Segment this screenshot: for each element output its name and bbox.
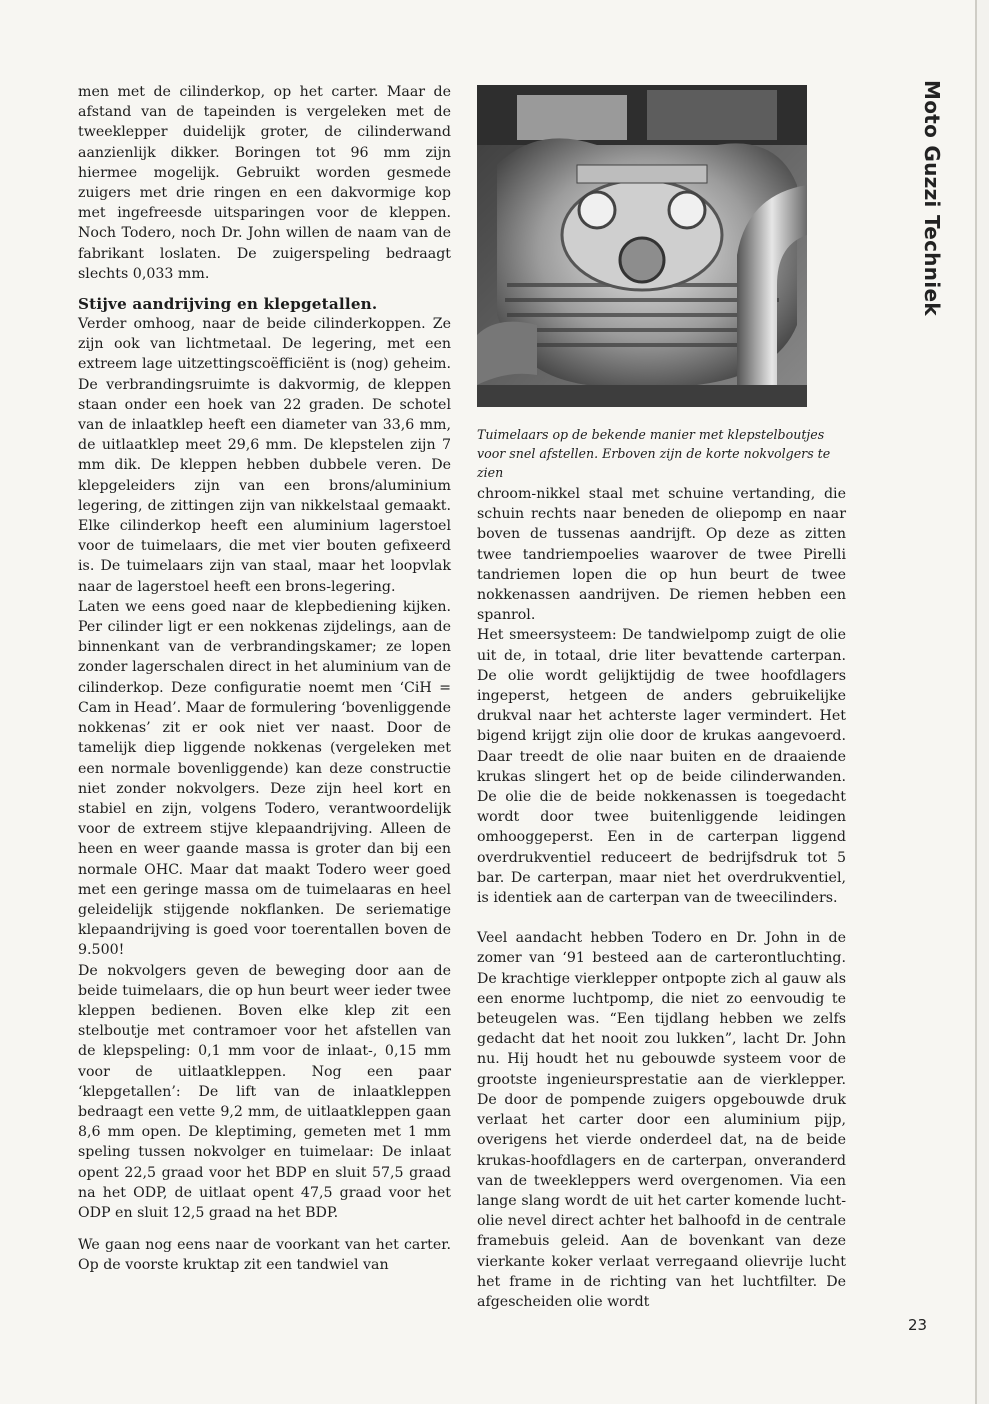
cylinder-head-image — [477, 85, 807, 407]
paragraph: Het smeersysteem: De tandwielpomp zuigt de olie uit de, in totaal, drie liter bevattende carterpan. De olie wordt gelijktijdig de twee hoofdlagers ingeperst, hetgeen de anders gebruikelijke drukval naar het achterste lager vermindert. Het bigend krijgt zijn olie door de krukas aangevoerd. Daar treedt de olie naar buiten en de draaiende krukas slingert het op de beide cilinderwanden. De olie die de beide nokkenassen is toegedacht wordt door twee buitenliggende leidingen omhooggeperst. Een in de carterpan liggend overdrukventiel reduceert de bedrijfsdruk tot 5 bar. De carterpan, maar niet het overdrukventiel, is identiek aan de carterpan van de tweecilinders. — [477, 627, 846, 907]
paragraph: men met de cilinderkop, op het carter. Maar de afstand van de tapeinden is vergeleken met de tweeklepper duidelijk groter, de cilinderwand aanzienlijk dikker. Boringen tot 96 mm zijn hiermee mogelijk. Gebruikt worden gesmede zuigers met drie ringen en een dakvormige kop met ingefreesde uitsparingen voor de kleppen. Noch Todero, noch Dr. John willen de naam van de fabrikant loslaten. De zuigerspeling bedraagt slechts 0,033 mm. — [78, 84, 451, 282]
left-column — [78, 82, 451, 1276]
paragraph: We gaan nog eens naar de voorkant van het carter. Op de voorste kruktap zit een tandwiel van — [78, 1237, 451, 1274]
paragraph: Veel aandacht hebben Todero en Dr. John in de zomer van ‘91 besteed aan de carterontluchting. De krachtige vierklepper ontpopte zich al gauw als een enorme luchtpomp, die niet zo eenvoudig te beteugelen was. “Een tijdlang hebben we zelfs gedacht dat het nooit zou lukken”, lacht Dr. John nu. Hij houdt het nu gebouwde systeem voor de grootste ingenieursprestatie aan de vierklepper. De door de pompende zuigers opgebouwde druk verlaat het carter door een aluminium pijp, overigens het vierde onderdeel dat, na de beide krukas-hoofdlagers en de carterpan, onveranderd van de tweekleppers werd overgenomen. Via een lange slang wordt de uit het carter komende lucht-olie nevel direct achter het balhoofd in de centrale framebuis geleid. Aan de bovenkant van deze vierkante koker verlaat verregaand olievrije lucht het frame in de richting van het luchtfilter. De afgescheiden olie wordt — [477, 930, 846, 1310]
running-title-text: Moto Guzzi Techniek — [920, 80, 944, 316]
paragraph: Verder omhoog, naar de beide cilinderkoppen. Ze zijn ook van lichtmetaal. De legering, met een extreem lage uitzettingscoëfficiënt is (nog) geheim. De verbrandingsruimte is dakvormig, de kleppen staan onder een hoek van 22 graden. De schotel van de inlaatklep heeft een diameter van 33,6 mm, de uitlaatklep meet 29,6 mm. De klepstelen zijn 7 mm dik. De kleppen hebben dubbele veren. De klepgeleiders zijn van een brons/aluminium legering, de zittingen zijn van nikkelstaal gemaakt. Elke cilinderkop heeft een aluminium lagerstoel voor de tuimelaars, die met vier bouten gefixeerd is. De tuimelaars zijn van staal, maar het loopvlak naar de lagerstoel heeft een brons-legering. — [78, 316, 451, 595]
engine-photo — [477, 85, 807, 407]
photo-caption: Tuimelaars op de bekende manier met klepstelboutjes voor snel afstellen. Erboven zijn de korte nokvolgers te zien — [477, 427, 831, 480]
paragraph: Laten we eens goed naar de klepbediening kijken. Per cilinder ligt er een nokkenas zijdelings, aan de binnenkant van de verbrandingskamer; ze lopen zonder lagerschalen direct in het aluminium van de cilinderkop. Deze configuratie noemt men ‘CiH = Cam in Head’. Maar de formulering ‘bovenliggende nokkenas’ zit er ook niet ver naast. Door de tamelijk diep liggende nokkenas (vergeleken met een normale bovenliggende) kan deze constructie niet zonder nokvolgers. Deze zijn heel kort en stabiel en zijn, volgens Todero, verantwoordelijk voor de extreem stijve klepaandrijving. Alleen de heen en weer gaande massa is groter dan bij een normale OHC. Maar dat maakt Todero weer goed met een geringe massa om de tuimelaaras en heel geleidelijk stijgende nokflanken. De seriematige klepaandrijving is goed voor toerentallen boven de 9.500! — [78, 598, 451, 959]
running-title — [920, 80, 950, 320]
page-number: 23 — [908, 1316, 928, 1334]
right-column — [477, 484, 846, 1312]
paragraph: De nokvolgers geven de beweging door aan de beide tuimelaars, die op hun beurt weer ieder twee kleppen bedienen. Boven elke klep zit een stelboutje met contramoer voor het afstellen van de klepspeling: 0,1 mm voor de inlaat-, 0,15 mm voor de uitlaatkleppen. Nog een paar ‘klepgetallen’: De lift van de inlaatkleppen bedraagt een vette 9,2 mm, de uitlaatkleppen gaan 8,6 mm open. De kleptiming, gemeten met 1 mm speling tussen nokvolger en tuimelaar: De inlaat opent 22,5 graad voor het BDP en sluit 57,5 graad na het ODP, de uitlaat opent 47,5 graad voor het ODP en sluit 12,5 graad na het BDP. — [78, 962, 451, 1221]
paragraph: chroom-nikkel staal met schuine vertanding, die schuin rechts naar beneden de oliepomp en naar boven de tussenas aandrijft. Op deze as zitten twee tandriempoelies waarover de twee Pirelli tandriemen lopen die op hun beurt de twee nokkenassen aandrijven. De riemen hebben een spanrol. — [477, 486, 846, 624]
section-heading: Stijve aandrijving en klepgetallen. — [78, 295, 378, 314]
